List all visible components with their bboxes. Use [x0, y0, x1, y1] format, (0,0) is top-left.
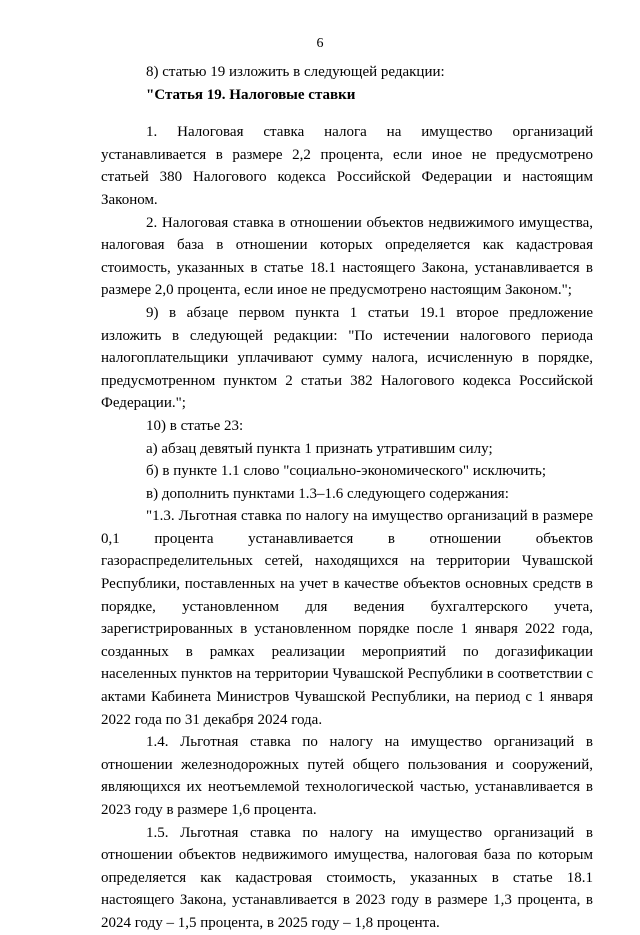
- paragraph-sub-a: а) абзац девятый пункта 1 признать утратившим силу;: [146, 440, 493, 457]
- paragraph-item-8: 8) статью 19 изложить в следующей редакции:: [146, 64, 445, 80]
- paragraph-rate-2: 2. Налоговая ставка в отношении объектов недвижимого имущества, налоговая база в отношении которых определяется как кадастровая стоимость, указанных в статье 18.1 настоящего Закона, устанавливается в размере 2,0 процента, если иное не предусмотрено настоящим Законом.";: [101, 214, 593, 299]
- paragraph-sub-b: б) в пункте 1.1 слово "социально-экономического" исключить;: [146, 463, 547, 480]
- paragraph-point-1-4: 1.4. Льготная ставка по налогу на имущество организаций в отношении железнодорожных путей общего пользования и сооружений, являющихся их неотъемлемой технологической частью, устанавливается в 2023 году в размере 1,6 процента.: [101, 734, 593, 818]
- paragraph-item-9: 9) в абзаце первом пункта 1 статьи 19.1 второе предложение изложить в следующей редакции: "По истечении налогового периода налогоплательщики уплачивают сумму налога, исчисленную в порядке, предусмотренном пунктом 2 статьи 382 Налогового кодекса Российской Федерации.";: [101, 304, 593, 412]
- paragraph-point-1-3: "1.3. Льготная ставка по налогу на имущество организаций в размере 0,1 процента устанавливается в отношении объектов газораспределительных сетей, находящихся на территории Чувашской Республики, поставленных на учет в качестве объектов основных средств в порядке, установленном для ведения бухгалтерского учета, зарегистрированных в установленном порядке после 1 января 2022 года, созданных в рамках реализации мероприятий по догазификации населенных пунктов на территории Чувашской Республики в соответствии с актами Кабинета Министров Чувашской Республики, на период с 1 января 2022 года по 31 декабря 2024 года.: [101, 508, 593, 728]
- page-number: 6: [316, 36, 324, 51]
- article-19-title: "Статья 19. Налоговые ставки: [146, 86, 356, 103]
- paragraph-point-1-5: 1.5. Льготная ставка по налогу на имущество организаций в отношении объектов недвижимого имущества, налоговая база по которым определяется как кадастровая стоимость, указанных в статье 18.1 настоящего Закона, устанавливается в 2023 году в размере 1,3 процента, в 2024 году – 1,5 процента, в 2025 году – 1,8 процента.: [101, 824, 593, 931]
- paragraph-item-10: 10) в статье 23:: [146, 417, 244, 434]
- document-body: [101, 61, 593, 935]
- paragraph-rate-1: 1. Налоговая ставка налога на имущество организаций устанавливается в размере 2,2 процента, если иное не предусмотрено статьей 380 Налогового кодекса Российской Федерации и настоящим Законом.: [101, 124, 593, 208]
- spacer: [101, 106, 593, 121]
- paragraph-sub-v: в) дополнить пунктами 1.3–1.6 следующего содержания:: [146, 485, 509, 502]
